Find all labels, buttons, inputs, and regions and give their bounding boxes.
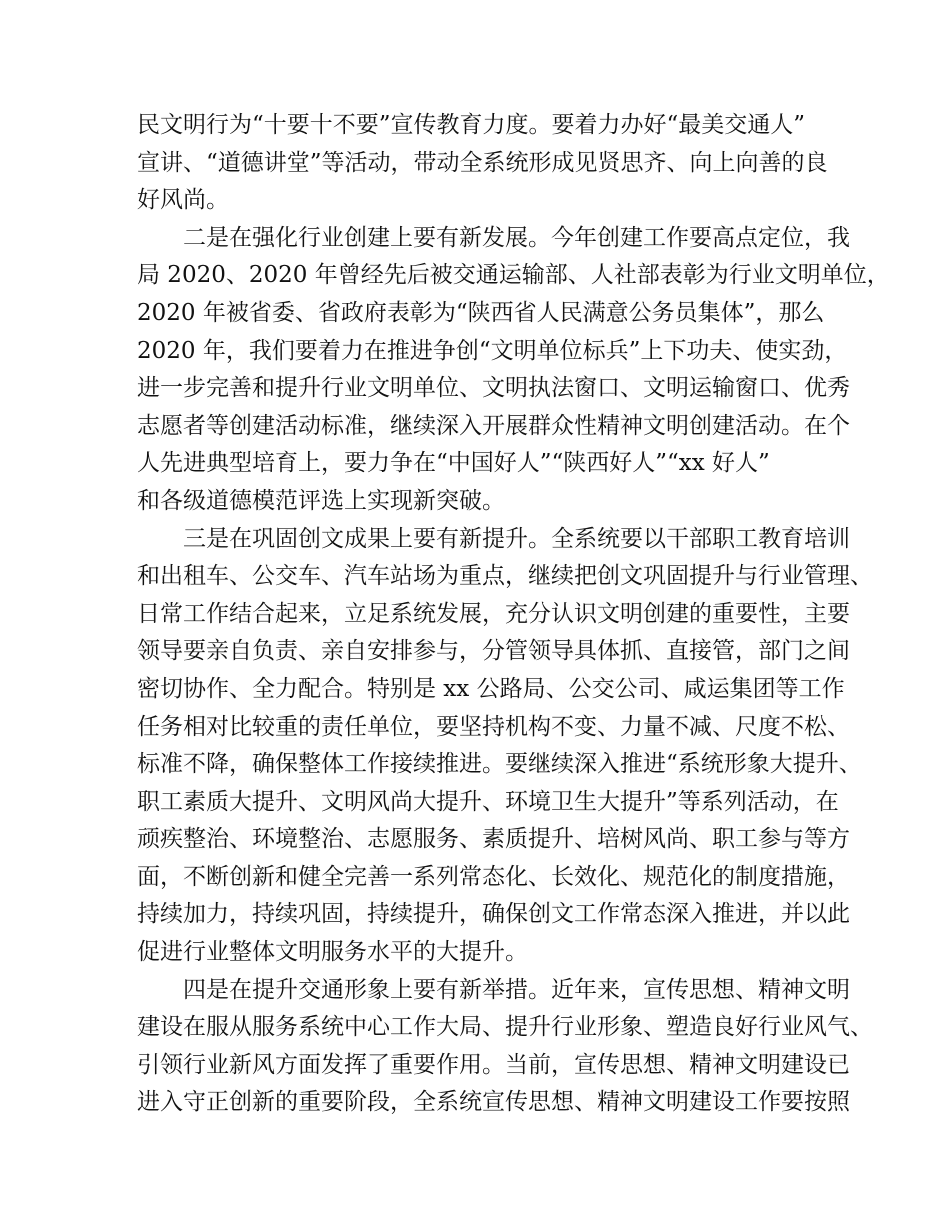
text-line: 密切协作、全力配合。特别是 xx 公路局、公交公司、咸运集团等工作 (137, 675, 845, 702)
text-line: 民文明行为“十要十不要”宣传教育力度。要着力办好“最美交通人” (137, 112, 806, 138)
text-line: 引领行业新风方面发挥了重要作用。当前，宣传思想、精神文明建设已 (137, 1051, 850, 1078)
paragraph-traffic-image (137, 972, 873, 1122)
document-body (137, 107, 890, 1122)
paragraph-industry-creation (137, 220, 890, 521)
text-line: 职工素质大提升、文明风尚大提升、环境卫生大提升”等系列活动，在 (137, 788, 839, 815)
text-line: 领导要亲自负责、亲自安排参与，分管领导具体抓、直接管，部门之间 (137, 638, 850, 665)
text-line: 建设在服从服务系统中心工作大局、提升行业形象、塑造良好行业风气、 (137, 1014, 873, 1041)
text-line: 进入守正创新的重要阶段，全系统宣传思想、精神文明建设工作要按照 (137, 1089, 850, 1116)
text-line: 顽疾整治、环境整治、志愿服务、素质提升、培树风尚、职工参与等方 (137, 826, 850, 853)
text-line: 进一步完善和提升行业文明单位、文明执法窗口、文明运输窗口、优秀 (137, 375, 850, 402)
text-line: 二是在强化行业创建上要有新发展。今年创建工作要高点定位，我 (183, 224, 850, 251)
text-line: 日常工作结合起来，立足系统发展，充分认识文明创建的重要性，主要 (137, 600, 850, 627)
text-line: 2020 年，我们要着力在推进争创“文明单位标兵”上下功夫、使实劲， (137, 337, 848, 364)
text-line: 和各级道德模范评选上实现新突破。 (137, 487, 505, 514)
text-line: 2020 年被省委、省政府表彰为“陕西省人民满意公务员集体”，那么 (137, 299, 825, 326)
text-line: 标准不降，确保整体工作接续推进。要继续深入推进“系统形象大提升、 (137, 751, 862, 778)
text-line: 面，不断创新和健全完善一系列常态化、长效化、规范化的制度措施， (137, 863, 850, 890)
text-line: 四是在提升交通形象上要有新举措。近年来，宣传思想、精神文明 (183, 976, 850, 1003)
text-line: 促进行业整体文明服务水平的大提升。 (137, 939, 528, 966)
text-line: 局 2020、2020 年曾经先后被交通运输部、人社部表彰为行业文明单位， (137, 262, 890, 289)
text-line: 三是在巩固创文成果上要有新提升。全系统要以干部职工教育培训 (183, 525, 850, 552)
text-line: 志愿者等创建活动标准，继续深入开展群众性精神文明创建活动。在个 (137, 412, 850, 439)
text-line: 好风尚。 (137, 187, 229, 214)
text-line: 和出租车、公交车、汽车站场为重点，继续把创文巩固提升与行业管理、 (137, 563, 873, 590)
paragraph-continuation (137, 107, 827, 220)
paragraph-consolidation (137, 521, 873, 972)
text-line: 人先进典型培育上，要力争在“中国好人”“陕西好人”“xx 好人” (137, 450, 770, 477)
text-line: 持续加力，持续巩固，持续提升，确保创文工作常态深入推进，并以此 (137, 901, 850, 928)
text-line: 任务相对比较重的责任单位，要坚持机构不变、力量不减、尺度不松、 (137, 713, 850, 740)
text-line: 宣讲、“道德讲堂”等活动，带动全系统形成见贤思齐、向上向善的良 (137, 149, 828, 176)
